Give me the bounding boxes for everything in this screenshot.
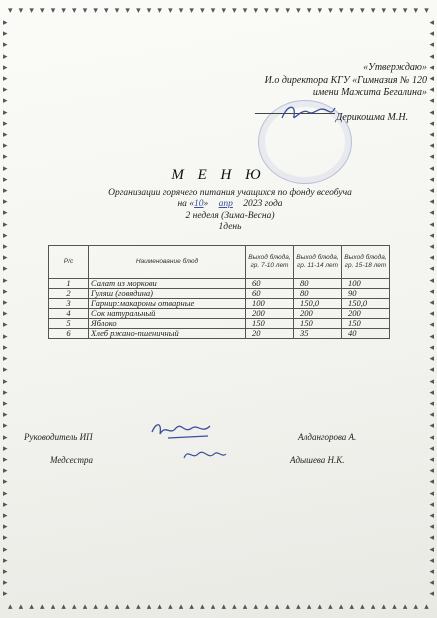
border-arrow-icon: ▴ xyxy=(61,602,66,612)
decorative-border-right xyxy=(429,18,434,600)
border-arrow-icon: ▸ xyxy=(3,454,8,465)
portion-11-14: 150 xyxy=(294,319,342,329)
border-arrow-icon: ▾ xyxy=(221,6,226,16)
menu-week: 2 неделя (Зима-Весна) xyxy=(185,211,275,221)
border-arrow-icon: ◂ xyxy=(429,130,434,141)
border-arrow-icon: ▸ xyxy=(3,163,8,174)
border-arrow-icon: ◂ xyxy=(429,566,434,577)
table-row xyxy=(49,279,390,289)
border-arrow-icon: ▸ xyxy=(3,40,8,51)
border-arrow-icon: ▾ xyxy=(381,6,387,16)
portion-15-18: 150,0 xyxy=(342,299,390,309)
border-arrow-icon: ▸ xyxy=(3,376,8,387)
decorative-border-bottom xyxy=(8,602,429,612)
border-arrow-icon: ◂ xyxy=(429,186,434,197)
menu-day: 1день xyxy=(218,222,242,232)
header-portion-11-14: Выход блюда, гр. 11-14 лет xyxy=(294,246,342,279)
signature-name-nurse: Адышева Н.К. xyxy=(290,455,345,465)
border-arrow-icon: ▾ xyxy=(349,6,355,16)
border-arrow-icon: ▴ xyxy=(146,602,152,612)
border-arrow-icon: ▾ xyxy=(82,6,88,16)
border-arrow-icon: ▴ xyxy=(381,602,387,612)
border-arrow-icon: ◂ xyxy=(429,107,434,118)
border-arrow-icon: ▾ xyxy=(232,6,237,16)
decorative-border-left xyxy=(3,18,8,600)
border-arrow-icon: ▸ xyxy=(3,387,8,398)
border-arrow-icon: ▸ xyxy=(3,331,8,342)
border-arrow-icon: ▾ xyxy=(18,6,24,16)
border-arrow-icon: ▸ xyxy=(3,141,8,152)
border-arrow-icon: ▸ xyxy=(3,197,8,208)
border-arrow-icon: ▾ xyxy=(242,6,248,16)
border-arrow-icon: ▴ xyxy=(232,602,237,612)
menu-title: М Е Н Ю xyxy=(171,167,266,183)
border-arrow-icon: ◂ xyxy=(429,286,434,297)
border-arrow-icon: ▸ xyxy=(3,85,8,96)
border-arrow-icon: ▴ xyxy=(178,602,184,612)
row-number: 4 xyxy=(49,309,89,319)
border-arrow-icon: ◂ xyxy=(429,331,434,342)
border-arrow-icon: ◂ xyxy=(429,499,434,510)
border-arrow-icon: ▴ xyxy=(264,602,269,612)
border-arrow-icon: ▸ xyxy=(3,253,8,264)
border-arrow-icon: ▾ xyxy=(189,6,194,16)
border-arrow-icon: ◂ xyxy=(429,354,434,365)
border-arrow-icon: ◂ xyxy=(429,533,434,544)
border-arrow-icon: ▴ xyxy=(296,602,301,612)
row-number: 1 xyxy=(49,279,89,289)
border-arrow-icon: ▴ xyxy=(392,602,397,612)
border-arrow-icon: ▴ xyxy=(40,602,45,612)
border-arrow-icon: ◂ xyxy=(429,96,434,107)
table-row xyxy=(49,299,390,309)
border-arrow-icon: ▴ xyxy=(349,602,355,612)
border-arrow-icon: ▴ xyxy=(114,602,120,612)
border-arrow-icon: ▸ xyxy=(3,589,8,600)
border-arrow-icon: ◂ xyxy=(429,510,434,521)
header-portion-7-10: Выход блюда, гр. 7-10 лет xyxy=(246,246,294,279)
border-arrow-icon: ▸ xyxy=(3,298,8,309)
border-arrow-icon: ◂ xyxy=(429,253,434,264)
border-arrow-icon: ▴ xyxy=(29,602,34,612)
border-arrow-icon: ◂ xyxy=(429,174,434,185)
border-arrow-icon: ▾ xyxy=(125,6,130,16)
border-arrow-icon: ▴ xyxy=(328,602,333,612)
approval-name: Дерикошма М.Н. xyxy=(336,112,409,123)
signature-name-head: Алдангорова А. xyxy=(298,432,357,442)
approval-block xyxy=(207,62,427,100)
border-arrow-icon: ◂ xyxy=(429,544,434,555)
border-arrow-icon: ▴ xyxy=(274,602,280,612)
row-number: 5 xyxy=(49,319,89,329)
menu-table xyxy=(48,245,389,339)
border-arrow-icon: ▸ xyxy=(3,118,8,129)
date-month: апр xyxy=(218,199,233,209)
border-arrow-icon: ▴ xyxy=(360,602,365,612)
border-arrow-icon: ▸ xyxy=(3,29,8,40)
border-arrow-icon: ▸ xyxy=(3,555,8,566)
border-arrow-icon: ▾ xyxy=(157,6,162,16)
border-arrow-icon: ▸ xyxy=(3,74,8,85)
border-arrow-icon: ▸ xyxy=(3,107,8,118)
border-arrow-icon: ◂ xyxy=(429,51,434,62)
director-signature xyxy=(278,102,338,124)
row-number: 6 xyxy=(49,329,89,339)
portion-7-10: 100 xyxy=(246,299,294,309)
border-arrow-icon: ▸ xyxy=(3,342,8,353)
border-arrow-icon: ▴ xyxy=(253,602,258,612)
portion-15-18: 200 xyxy=(342,309,390,319)
decorative-border-top xyxy=(8,6,429,16)
table-row xyxy=(49,319,390,329)
menu-subtitle: Организации горячего питания учащихся по фонду всеобуча xyxy=(108,188,352,198)
border-arrow-icon: ▴ xyxy=(210,602,216,612)
border-arrow-icon: ▾ xyxy=(8,6,13,16)
border-arrow-icon: ▸ xyxy=(3,152,8,163)
row-number: 2 xyxy=(49,289,89,299)
dish-name: Салат из моркови xyxy=(89,279,246,289)
border-arrow-icon: ▾ xyxy=(253,6,258,16)
border-arrow-icon: ▴ xyxy=(157,602,162,612)
header-dish-name: Наименование блюд xyxy=(89,246,246,279)
border-arrow-icon: ◂ xyxy=(429,410,434,421)
border-arrow-icon: ◂ xyxy=(429,298,434,309)
border-arrow-icon: ▸ xyxy=(3,309,8,320)
border-arrow-icon: ▴ xyxy=(18,602,24,612)
border-arrow-icon: ▸ xyxy=(3,354,8,365)
portion-11-14: 200 xyxy=(294,309,342,319)
border-arrow-icon: ▴ xyxy=(82,602,88,612)
border-arrow-icon: ▸ xyxy=(3,130,8,141)
nurse-signature xyxy=(180,446,230,464)
border-arrow-icon: ▸ xyxy=(3,219,8,230)
border-arrow-icon: ◂ xyxy=(429,443,434,454)
portion-7-10: 20 xyxy=(246,329,294,339)
border-arrow-icon: ▴ xyxy=(93,602,98,612)
border-arrow-icon: ▸ xyxy=(3,230,8,241)
border-arrow-icon: ▴ xyxy=(72,602,77,612)
border-arrow-icon: ◂ xyxy=(429,242,434,253)
portion-11-14: 80 xyxy=(294,279,342,289)
border-arrow-icon: ▸ xyxy=(3,398,8,409)
border-arrow-icon: ◂ xyxy=(429,365,434,376)
border-arrow-icon: ▾ xyxy=(392,6,397,16)
border-arrow-icon: ▾ xyxy=(178,6,184,16)
head-signature xyxy=(148,418,218,442)
border-arrow-icon: ▸ xyxy=(3,578,8,589)
border-arrow-icon: ▸ xyxy=(3,18,8,28)
border-arrow-icon: ◂ xyxy=(429,488,434,499)
border-arrow-icon: ◂ xyxy=(429,197,434,208)
border-arrow-icon: ▸ xyxy=(3,365,8,376)
approval-line1: И.о директора КГУ «Гимназия № 120 xyxy=(264,74,427,86)
table-row xyxy=(49,289,390,299)
border-arrow-icon: ▾ xyxy=(424,6,429,16)
border-arrow-icon: ◂ xyxy=(429,466,434,477)
border-arrow-icon: ◂ xyxy=(429,387,434,398)
border-arrow-icon: ▾ xyxy=(328,6,333,16)
border-arrow-icon: ▸ xyxy=(3,544,8,555)
border-arrow-icon: ◂ xyxy=(429,264,434,275)
border-arrow-icon: ▸ xyxy=(3,488,8,499)
dish-name: Гуляш (говядина) xyxy=(89,289,246,299)
border-arrow-icon: ◂ xyxy=(429,376,434,387)
border-arrow-icon: ▸ xyxy=(3,264,8,275)
border-arrow-icon: ▾ xyxy=(136,6,141,16)
signature-role-nurse: Медсестра xyxy=(50,455,93,465)
border-arrow-icon: ▴ xyxy=(125,602,130,612)
border-arrow-icon: ◂ xyxy=(429,152,434,163)
border-arrow-icon: ▾ xyxy=(104,6,109,16)
border-arrow-icon: ▸ xyxy=(3,533,8,544)
menu-date xyxy=(80,199,380,210)
border-arrow-icon: ◂ xyxy=(429,18,434,28)
border-arrow-icon: ◂ xyxy=(429,230,434,241)
border-arrow-icon: ▸ xyxy=(3,522,8,533)
row-number: 3 xyxy=(49,299,89,309)
border-arrow-icon: ▾ xyxy=(61,6,66,16)
date-prefix: на « xyxy=(177,199,195,209)
date-mid: » xyxy=(203,199,209,209)
border-arrow-icon: ▴ xyxy=(402,602,408,612)
border-arrow-icon: ▸ xyxy=(3,510,8,521)
border-arrow-icon: ◂ xyxy=(429,62,434,73)
border-arrow-icon: ▴ xyxy=(104,602,109,612)
border-arrow-icon: ▸ xyxy=(3,421,8,432)
border-arrow-icon: ▾ xyxy=(413,6,419,16)
border-arrow-icon: ▸ xyxy=(3,174,8,185)
border-arrow-icon: ▾ xyxy=(370,6,376,16)
border-arrow-icon: ▸ xyxy=(3,242,8,253)
border-arrow-icon: ▸ xyxy=(3,62,8,73)
portion-7-10: 60 xyxy=(246,289,294,299)
border-arrow-icon: ▴ xyxy=(189,602,194,612)
portion-11-14: 80 xyxy=(294,289,342,299)
border-arrow-icon: ◂ xyxy=(429,29,434,40)
border-arrow-icon: ▴ xyxy=(306,602,312,612)
border-arrow-icon: ▸ xyxy=(3,477,8,488)
table-row xyxy=(49,309,390,319)
border-arrow-icon: ◂ xyxy=(429,398,434,409)
dish-name: Сок натуральный xyxy=(89,309,246,319)
border-arrow-icon: ▾ xyxy=(264,6,269,16)
portion-7-10: 200 xyxy=(246,309,294,319)
border-arrow-icon: ▴ xyxy=(317,602,323,612)
border-arrow-icon: ◂ xyxy=(429,555,434,566)
portion-15-18: 90 xyxy=(342,289,390,299)
border-arrow-icon: ◂ xyxy=(429,275,434,286)
date-day: 10 xyxy=(194,199,204,209)
border-arrow-icon: ▾ xyxy=(338,6,344,16)
border-arrow-icon: ▴ xyxy=(338,602,344,612)
border-arrow-icon: ▴ xyxy=(370,602,376,612)
border-arrow-icon: ▴ xyxy=(200,602,205,612)
portion-7-10: 150 xyxy=(246,319,294,329)
border-arrow-icon: ◂ xyxy=(429,74,434,85)
border-arrow-icon: ▸ xyxy=(3,96,8,107)
border-arrow-icon: ◂ xyxy=(429,454,434,465)
portion-15-18: 100 xyxy=(342,279,390,289)
border-arrow-icon: ◂ xyxy=(429,477,434,488)
border-arrow-icon: ◂ xyxy=(429,309,434,320)
border-arrow-icon: ▾ xyxy=(168,6,173,16)
border-arrow-icon: ◂ xyxy=(429,40,434,51)
border-arrow-icon: ▾ xyxy=(200,6,205,16)
border-arrow-icon: ▾ xyxy=(306,6,312,16)
border-arrow-icon: ▴ xyxy=(50,602,56,612)
border-arrow-icon: ▾ xyxy=(285,6,290,16)
portion-7-10: 60 xyxy=(246,279,294,289)
portion-11-14: 35 xyxy=(294,329,342,339)
portion-15-18: 150 xyxy=(342,319,390,329)
border-arrow-icon: ▴ xyxy=(242,602,248,612)
border-arrow-icon: ▴ xyxy=(136,602,141,612)
border-arrow-icon: ◂ xyxy=(429,421,434,432)
border-arrow-icon: ▸ xyxy=(3,432,8,443)
border-arrow-icon: ◂ xyxy=(429,141,434,152)
border-arrow-icon: ▸ xyxy=(3,499,8,510)
border-arrow-icon: ▴ xyxy=(221,602,226,612)
header-number: Р/с xyxy=(49,246,89,279)
border-arrow-icon: ◂ xyxy=(429,578,434,589)
border-arrow-icon: ◂ xyxy=(429,432,434,443)
border-arrow-icon: ▾ xyxy=(29,6,34,16)
border-arrow-icon: ▾ xyxy=(40,6,45,16)
border-arrow-icon: ▾ xyxy=(210,6,216,16)
table-row xyxy=(49,329,390,339)
border-arrow-icon: ◂ xyxy=(429,320,434,331)
border-arrow-icon: ▾ xyxy=(296,6,301,16)
border-arrow-icon: ▾ xyxy=(50,6,56,16)
header-portion-15-18: Выход блюда, гр. 15-18 лет xyxy=(342,246,390,279)
border-arrow-icon: ▴ xyxy=(168,602,173,612)
dish-name: Гарнир:макароны отварные xyxy=(89,299,246,309)
border-arrow-icon: ◂ xyxy=(429,342,434,353)
border-arrow-icon: ▸ xyxy=(3,286,8,297)
border-arrow-icon: ▸ xyxy=(3,410,8,421)
border-arrow-icon: ▸ xyxy=(3,466,8,477)
border-arrow-icon: ▴ xyxy=(413,602,419,612)
border-arrow-icon: ▴ xyxy=(8,602,13,612)
border-arrow-icon: ▾ xyxy=(360,6,365,16)
border-arrow-icon: ▾ xyxy=(317,6,323,16)
border-arrow-icon: ▸ xyxy=(3,186,8,197)
border-arrow-icon: ▾ xyxy=(114,6,120,16)
border-arrow-icon: ◂ xyxy=(429,118,434,129)
approval-line2: имени Мажита Бегалина» xyxy=(312,87,427,98)
portion-11-14: 150,0 xyxy=(294,299,342,309)
dish-name: Яблоко xyxy=(89,319,246,329)
signature-role-head: Руководитель ИП xyxy=(24,432,93,442)
date-year: 2023 года xyxy=(243,199,283,209)
border-arrow-icon: ▸ xyxy=(3,208,8,219)
border-arrow-icon: ◂ xyxy=(429,589,434,600)
border-arrow-icon: ◂ xyxy=(429,163,434,174)
portion-15-18: 40 xyxy=(342,329,390,339)
border-arrow-icon: ◂ xyxy=(429,208,434,219)
border-arrow-icon: ▸ xyxy=(3,443,8,454)
border-arrow-icon: ▾ xyxy=(93,6,98,16)
border-arrow-icon: ◂ xyxy=(429,219,434,230)
border-arrow-icon: ▾ xyxy=(274,6,280,16)
border-arrow-icon: ▸ xyxy=(3,566,8,577)
border-arrow-icon: ▾ xyxy=(146,6,152,16)
dish-name: Хлеб ржано-пшеничный xyxy=(89,329,246,339)
border-arrow-icon: ▸ xyxy=(3,51,8,62)
border-arrow-icon: ▴ xyxy=(285,602,290,612)
border-arrow-icon: ▴ xyxy=(424,602,429,612)
border-arrow-icon: ◂ xyxy=(429,522,434,533)
table-header-row xyxy=(49,246,390,279)
border-arrow-icon: ▸ xyxy=(3,320,8,331)
border-arrow-icon: ▾ xyxy=(72,6,77,16)
border-arrow-icon: ▾ xyxy=(402,6,408,16)
border-arrow-icon: ◂ xyxy=(429,85,434,96)
approval-heading: «Утверждаю» xyxy=(363,62,427,73)
border-arrow-icon: ▸ xyxy=(3,275,8,286)
